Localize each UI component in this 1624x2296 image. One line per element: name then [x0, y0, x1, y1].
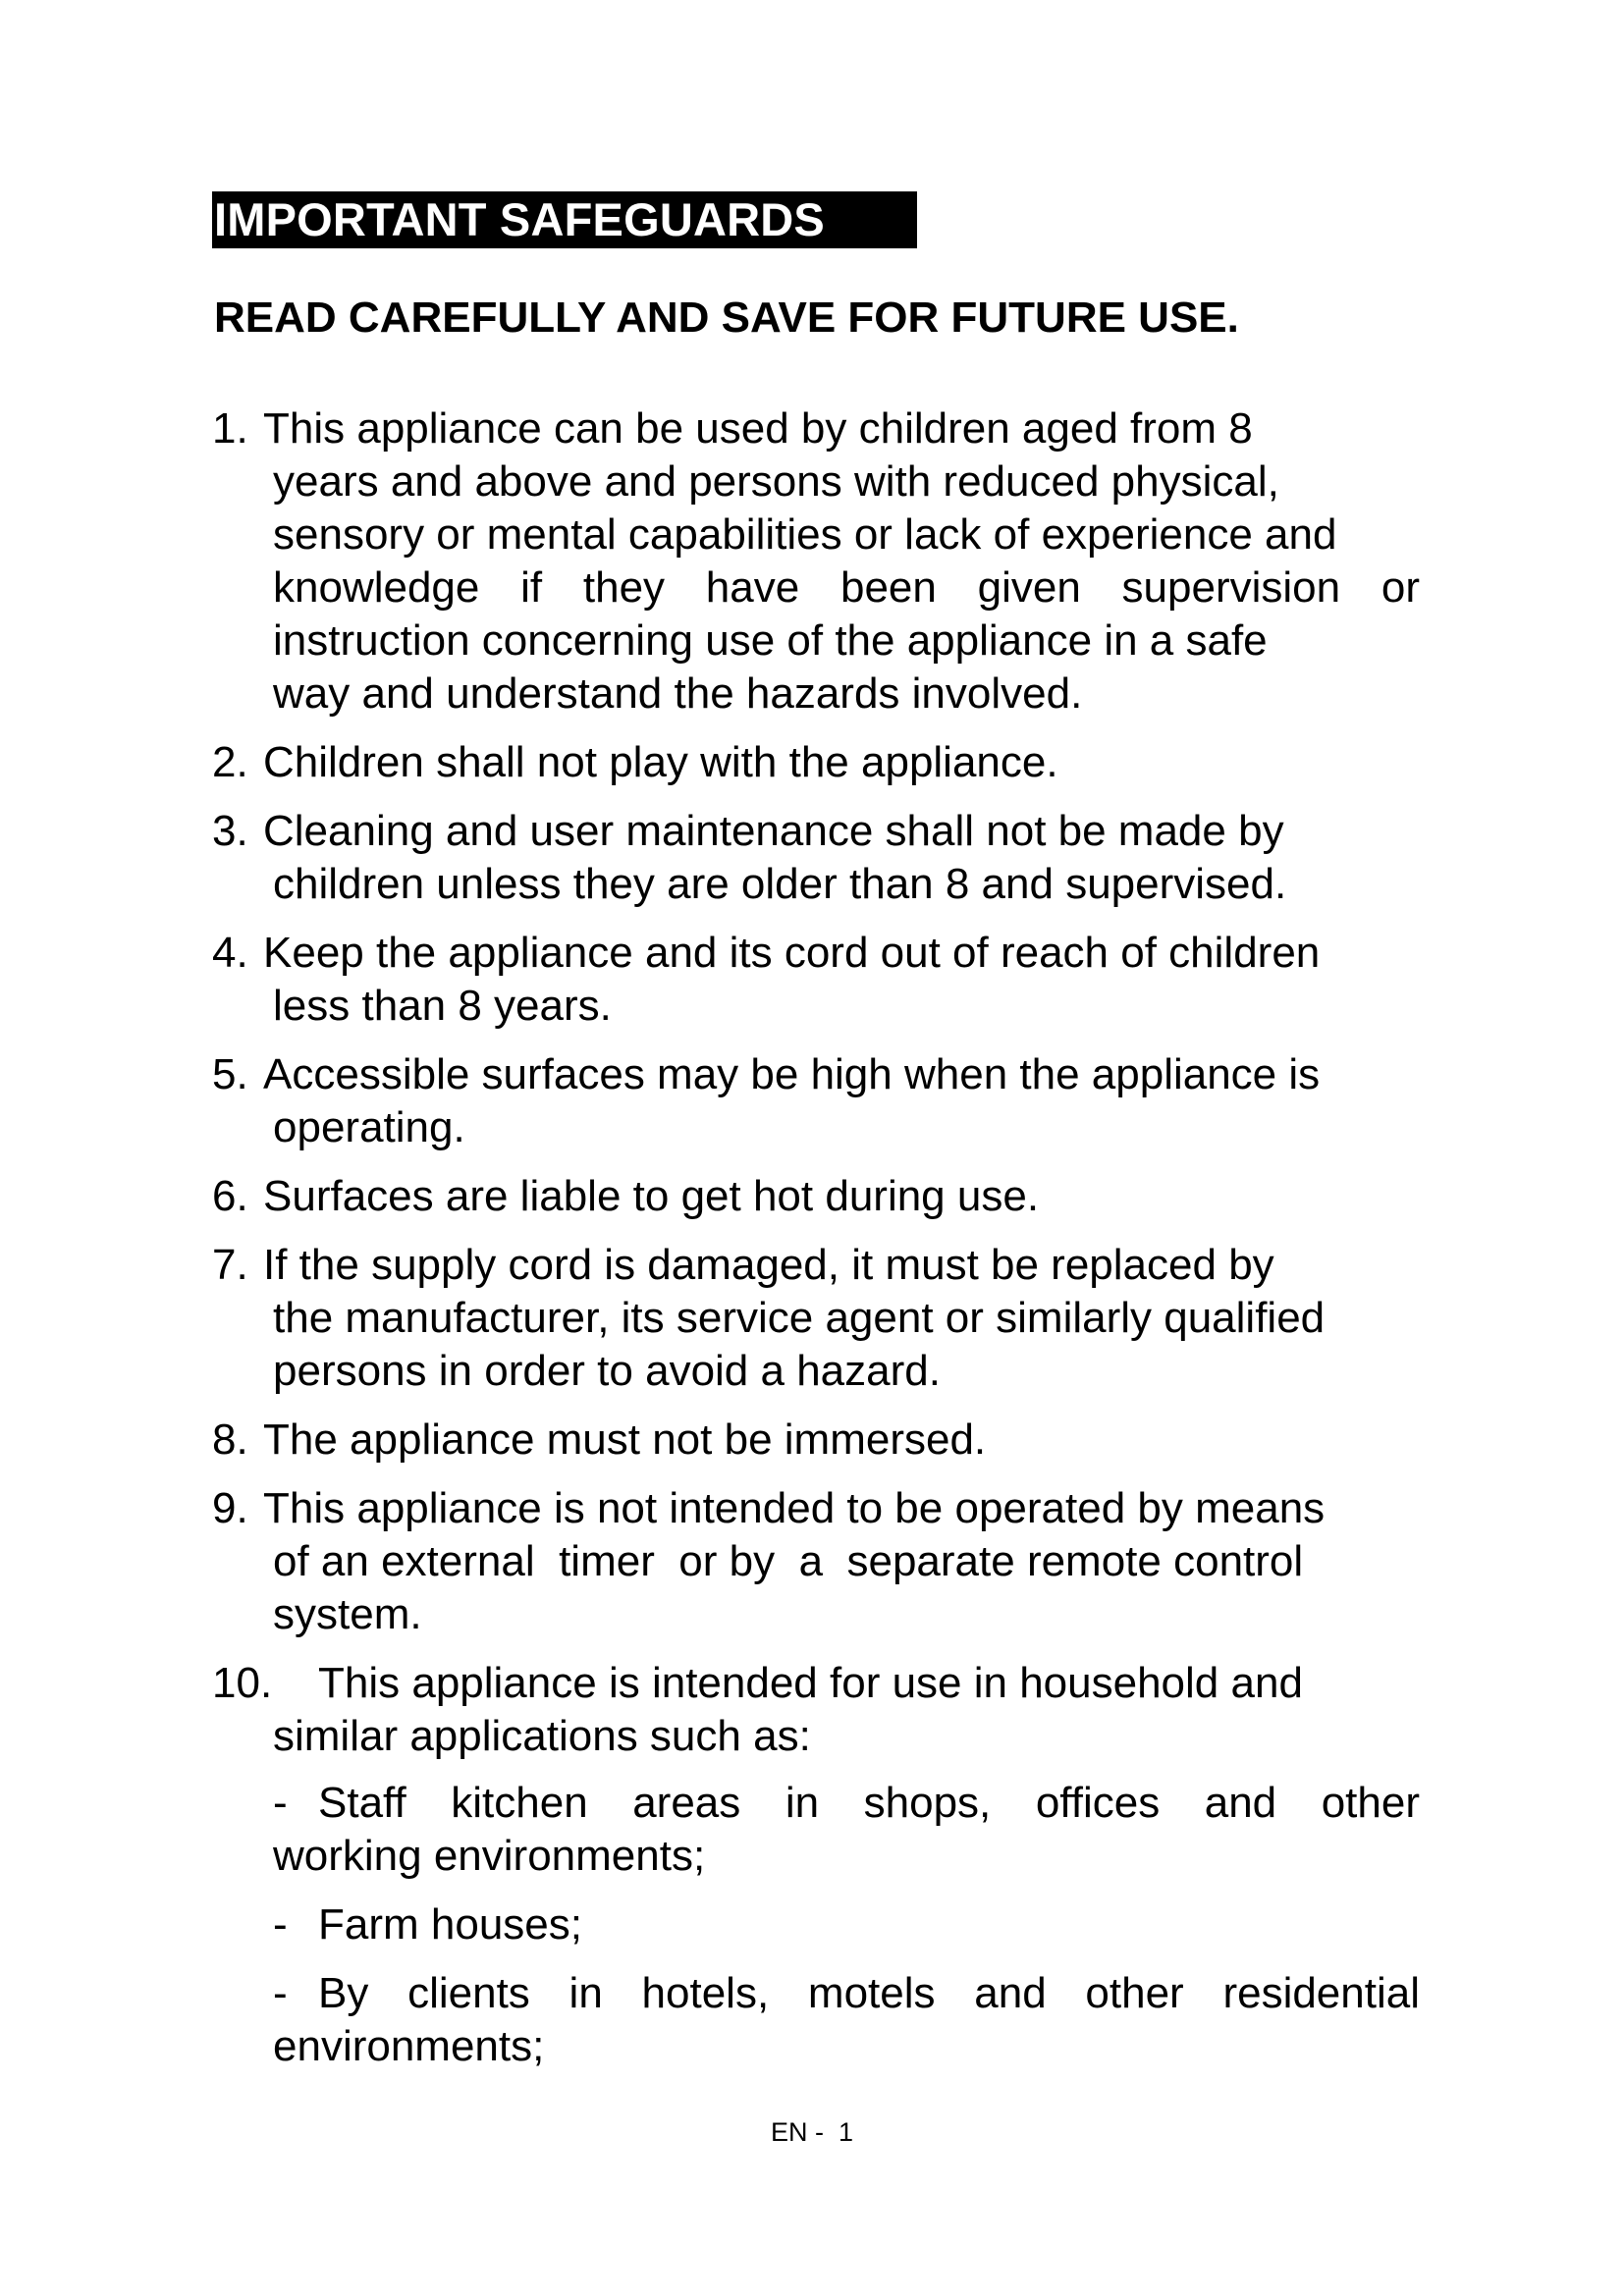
- item-text-line: This appliance is intended for use in household and: [318, 1659, 1303, 1707]
- item-text-line: the manufacturer, its service agent or similarly qualified: [273, 1294, 1326, 1342]
- item-text-line: sensory or mental capabilities or lack of experience and: [273, 510, 1337, 559]
- list-item: [212, 736, 1420, 789]
- page-number: EN - 1: [770, 2117, 854, 2147]
- item-number: 3.: [212, 807, 248, 855]
- list-item: [212, 1048, 1420, 1154]
- item-text-line: children unless they are older than 8 and supervised.: [273, 860, 1287, 908]
- list-item: [212, 1657, 1420, 2073]
- sublist-item: [212, 1967, 1420, 2073]
- item-text-justified: knowledge if they have been given supervision or: [273, 563, 1420, 612]
- sublist-item: [212, 1777, 1420, 1883]
- item-text-line: system.: [273, 1590, 422, 1638]
- list-item: [212, 1482, 1420, 1641]
- sublist-text-line: [212, 1967, 1420, 2020]
- item-text-line: This appliance can be used by children aged from 8: [263, 404, 1253, 453]
- item-text-line: years and above and persons with reduced physical,: [273, 457, 1279, 506]
- list-item: [212, 1170, 1420, 1223]
- page-subtitle: READ CAREFULLY AND SAVE FOR FUTURE USE.: [214, 294, 1239, 342]
- sublist-text-justified: Staff kitchen areas in shops, offices and other: [318, 1779, 1420, 1827]
- item-number: 6.: [212, 1172, 248, 1220]
- item-text-line: of an external timer or by a separate remote control: [273, 1537, 1304, 1585]
- item-number: 10.: [212, 1659, 273, 1707]
- item-text-line: less than 8 years.: [273, 982, 612, 1030]
- item-text-line: Accessible surfaces may be high when the appliance is: [263, 1050, 1321, 1098]
- sublist-marker: -: [273, 1779, 288, 1827]
- item-number: 4.: [212, 929, 248, 977]
- sublist-text-line: environments;: [273, 2022, 545, 2070]
- item-text-line: This appliance is not intended to be operated by means: [263, 1484, 1326, 1532]
- sublist-marker: -: [273, 1969, 288, 2017]
- sublist-marker: -: [273, 1900, 288, 1949]
- item-number: 9.: [212, 1484, 248, 1532]
- item-number: 1.: [212, 404, 248, 453]
- item-text-line: Surfaces are liable to get hot during use.: [263, 1172, 1040, 1220]
- sublist-text-justified: By clients in hotels, motels and other residential: [318, 1969, 1420, 2017]
- item-number: 8.: [212, 1415, 248, 1464]
- item-text-line: Keep the appliance and its cord out of reach of children: [263, 929, 1321, 977]
- sublist-text-line: [212, 1777, 1420, 1830]
- page-title: IMPORTANT SAFEGUARDS: [212, 191, 917, 248]
- sublist-text-line: working environments;: [273, 1832, 706, 1880]
- list-item: [212, 1239, 1420, 1398]
- item-text-line: Children shall not play with the appliance.: [263, 738, 1058, 786]
- item-text-line: operating.: [273, 1103, 465, 1151]
- item-number: 5.: [212, 1050, 248, 1098]
- item-text-line: persons in order to avoid a hazard.: [273, 1347, 941, 1395]
- list-item: [212, 805, 1420, 911]
- item-text-line: similar applications such as:: [273, 1712, 811, 1760]
- safeguards-list: [212, 402, 1420, 2089]
- sublist-item: [212, 1898, 1420, 1951]
- item-text-line: If the supply cord is damaged, it must be replaced by: [263, 1241, 1274, 1289]
- list-item: [212, 927, 1420, 1033]
- item-text-line: Cleaning and user maintenance shall not be made by: [263, 807, 1284, 855]
- item-text-line: The appliance must not be immersed.: [263, 1415, 987, 1464]
- list-item: [212, 402, 1420, 721]
- item-text-line: way and understand the hazards involved.: [273, 669, 1083, 718]
- item-text-line: [212, 561, 1420, 614]
- list-item: [212, 1414, 1420, 1467]
- usage-sublist: [212, 1777, 1420, 2073]
- item-number: 7.: [212, 1241, 248, 1289]
- sublist-text-line: Farm houses;: [318, 1900, 582, 1949]
- item-text-line: instruction concerning use of the appliance in a safe: [273, 616, 1268, 665]
- item-number: 2.: [212, 738, 248, 786]
